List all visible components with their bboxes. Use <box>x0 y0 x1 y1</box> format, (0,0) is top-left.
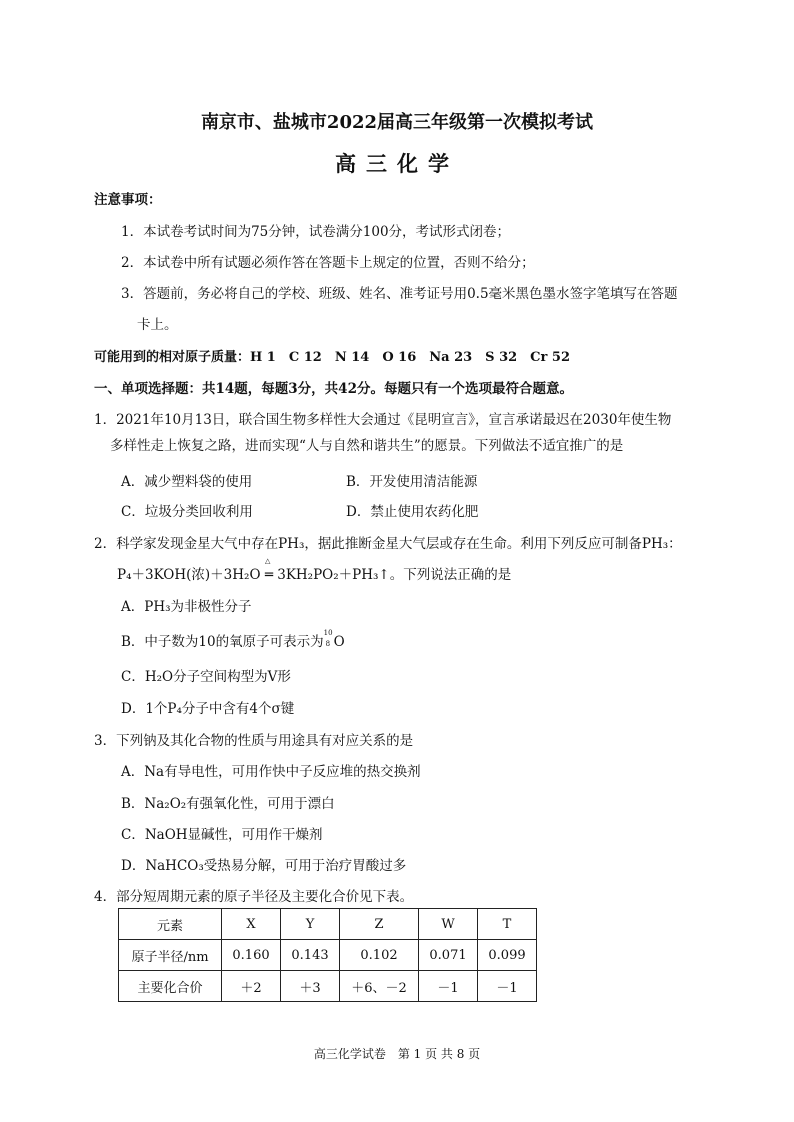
q3-option-c: C．NaOH显碱性，可用作干燥剂 <box>121 827 323 843</box>
atomic-mass-line: 可能用到的相对原子质量：H 1 C 12 N 14 O 16 Na 23 S 32 Cr 52 <box>94 350 570 365</box>
table-cell: ＋2 <box>222 971 281 1002</box>
exam-title: 南京市、盐城市2022届高三年级第一次模拟考试 <box>200 112 594 133</box>
subject-title: 高三化学 <box>335 151 459 176</box>
q1-stem-text-a: 多样性走上恢复之路，进而实现“人与自然和谐共生”的愿景。下列做法 <box>110 438 529 454</box>
emphasis-not: 不 <box>528 438 543 454</box>
q3-option-d: D．NaHCO₃受热易分解，可用于治疗胃酸过多 <box>121 858 407 874</box>
q3-stem: 3．下列钠及其化合物的性质与用途具有对应关系的是 <box>94 733 414 749</box>
q1-stem-text-b: 适宜推广的是 <box>542 438 624 454</box>
mass-number: 10 <box>323 629 333 637</box>
q2-option-b <box>121 630 345 650</box>
table-cell: ＋3 <box>281 971 340 1002</box>
notice-item-3-cont: 卡上。 <box>137 317 178 333</box>
table-cell: 0.160 <box>222 940 281 971</box>
table-row <box>119 971 537 1002</box>
table-cell: Y <box>281 909 340 940</box>
table-cell: T <box>478 909 537 940</box>
table-cell: 0.071 <box>419 940 478 971</box>
table-cell: W <box>419 909 478 940</box>
q1-option-b: B．开发使用清洁能源 <box>346 474 478 490</box>
q2-option-d: D．1个P₄分子中含有4个σ键 <box>121 701 295 717</box>
table-cell: Z <box>340 909 419 940</box>
table-cell: X <box>222 909 281 940</box>
q1-stem-line1: 1．2021年10月13日，联合国生物多样性大会通过《昆明宣言》，宣言承诺最迟在2030年使生物 <box>94 412 672 428</box>
q2-equation <box>117 557 512 583</box>
q2-equation-text: P₄＋3KOH(浓)＋3H₂O ═ 3KH₂PO₂＋PH₃↑。下列说法正确的是 <box>117 567 512 583</box>
q1-option-c: C．垃圾分类回收利用 <box>121 504 253 520</box>
q2-option-a: A．PH₃为非极性分子 <box>121 599 252 615</box>
q1-option-d: D．禁止使用农药化肥 <box>346 504 479 520</box>
q2-option-c: C．H₂O分子空间构型为V形 <box>121 669 291 685</box>
q4-stem: 4．部分短周期元素的原子半径及主要化合价见下表。 <box>94 889 414 905</box>
table-cell: 0.099 <box>478 940 537 971</box>
table-cell: －1 <box>478 971 537 1002</box>
table-cell: 原子半径/nm <box>119 940 222 971</box>
heat-symbol: △ <box>265 557 271 565</box>
notice-heading: 注意事项： <box>94 192 162 208</box>
table-cell: 0.143 <box>281 940 340 971</box>
isotope-symbol: O <box>333 634 345 650</box>
table-cell: 元素 <box>119 909 222 940</box>
q3-option-a: A．Na有导电性，可用作快中子反应堆的热交换剂 <box>121 764 421 780</box>
q1-stem-line2 <box>110 434 623 454</box>
table-row <box>119 909 537 940</box>
table-cell: 主要化合价 <box>119 971 222 1002</box>
q3-option-b: B．Na₂O₂有强氧化性，可用于漂白 <box>121 796 335 812</box>
table-cell: －1 <box>419 971 478 1002</box>
atomic-number: 8 <box>325 640 331 648</box>
table-cell: 0.102 <box>340 940 419 971</box>
notice-item-3: 3．答题前，务必将自己的学校、班级、姓名、准考证号用0.5毫米黑色墨水签字笔填写在答题 <box>121 286 678 302</box>
section-heading: 一、单项选择题：共14题，每题3分，共42分。每题只有一个选项最符合题意。 <box>94 381 573 397</box>
q1-option-a: A．减少塑料袋的使用 <box>121 474 253 490</box>
q2-stem-line1: 2．科学家发现金星大气中存在PH₃，据此推断金星大气层或存在生命。利用下列反应可制备PH₃： <box>94 536 682 552</box>
table-cell: ＋6、－2 <box>340 971 419 1002</box>
page-footer: 高三化学试卷 第 1 页 共 8 页 <box>313 1047 481 1061</box>
isotope-notation <box>323 629 334 648</box>
notice-item-2: 2．本试卷中所有试题必须作答在答题卡上规定的位置，否则不给分； <box>121 255 535 271</box>
q2-option-b-text: B．中子数为10的氧原子可表示为 <box>121 634 324 650</box>
element-table <box>118 908 537 1002</box>
table-row <box>119 940 537 971</box>
notice-item-1: 1．本试卷考试时间为75分钟，试卷满分100分，考试形式闭卷； <box>121 224 511 240</box>
